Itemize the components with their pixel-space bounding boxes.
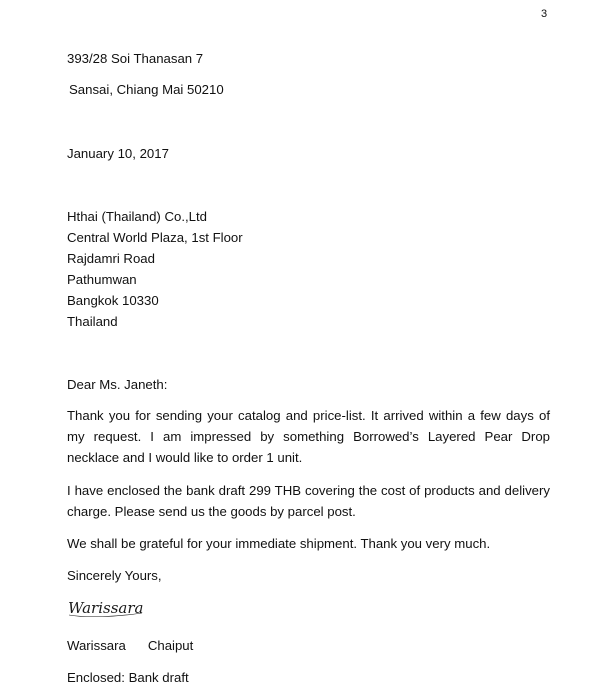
recipient-name: Hthai (Thailand) Co.,Ltd — [67, 209, 208, 224]
letter-date: January 10, 2017 — [67, 146, 169, 161]
recipient-address-line-2: Central World Plaza, 1st Floor — [67, 230, 243, 245]
closing: Sincerely Yours, — [67, 568, 162, 583]
body-paragraph-2: I have enclosed the bank draft 299 THB covering the cost of products and delivery charge. Please send us the goods by parcel post. — [67, 483, 550, 519]
page-number: 3 — [541, 8, 548, 20]
recipient-address-line-5: Bangkok 10330 — [67, 293, 159, 308]
handwritten-signature — [66, 596, 146, 620]
salutation: Dear Ms. Janeth: — [67, 377, 168, 392]
recipient-address-line-3: Rajdamri Road — [67, 251, 155, 266]
signer-name: Warissara Chaiput — [67, 638, 194, 653]
sender-address-line-2: Sansai, Chiang Mai 50210 — [69, 82, 224, 97]
body-paragraph-1: Thank you for sending your catalog and price-list. It arrived within a few days of my request. I am impressed by something Borrowed’s Layered Pear Drop necklace and I would like to order 1 unit. — [67, 408, 550, 465]
enclosure-note: Enclosed: Bank draft — [67, 670, 189, 685]
signature-text: Warissara — [68, 599, 144, 617]
sender-address-line-1: 393/28 Soi Thanasan 7 — [67, 51, 204, 66]
body-paragraph-3: We shall be grateful for your immediate shipment. Thank you very much. — [67, 536, 491, 551]
recipient-address-line-6: Thailand — [67, 314, 118, 329]
recipient-address-line-4: Pathumwan — [67, 272, 137, 287]
